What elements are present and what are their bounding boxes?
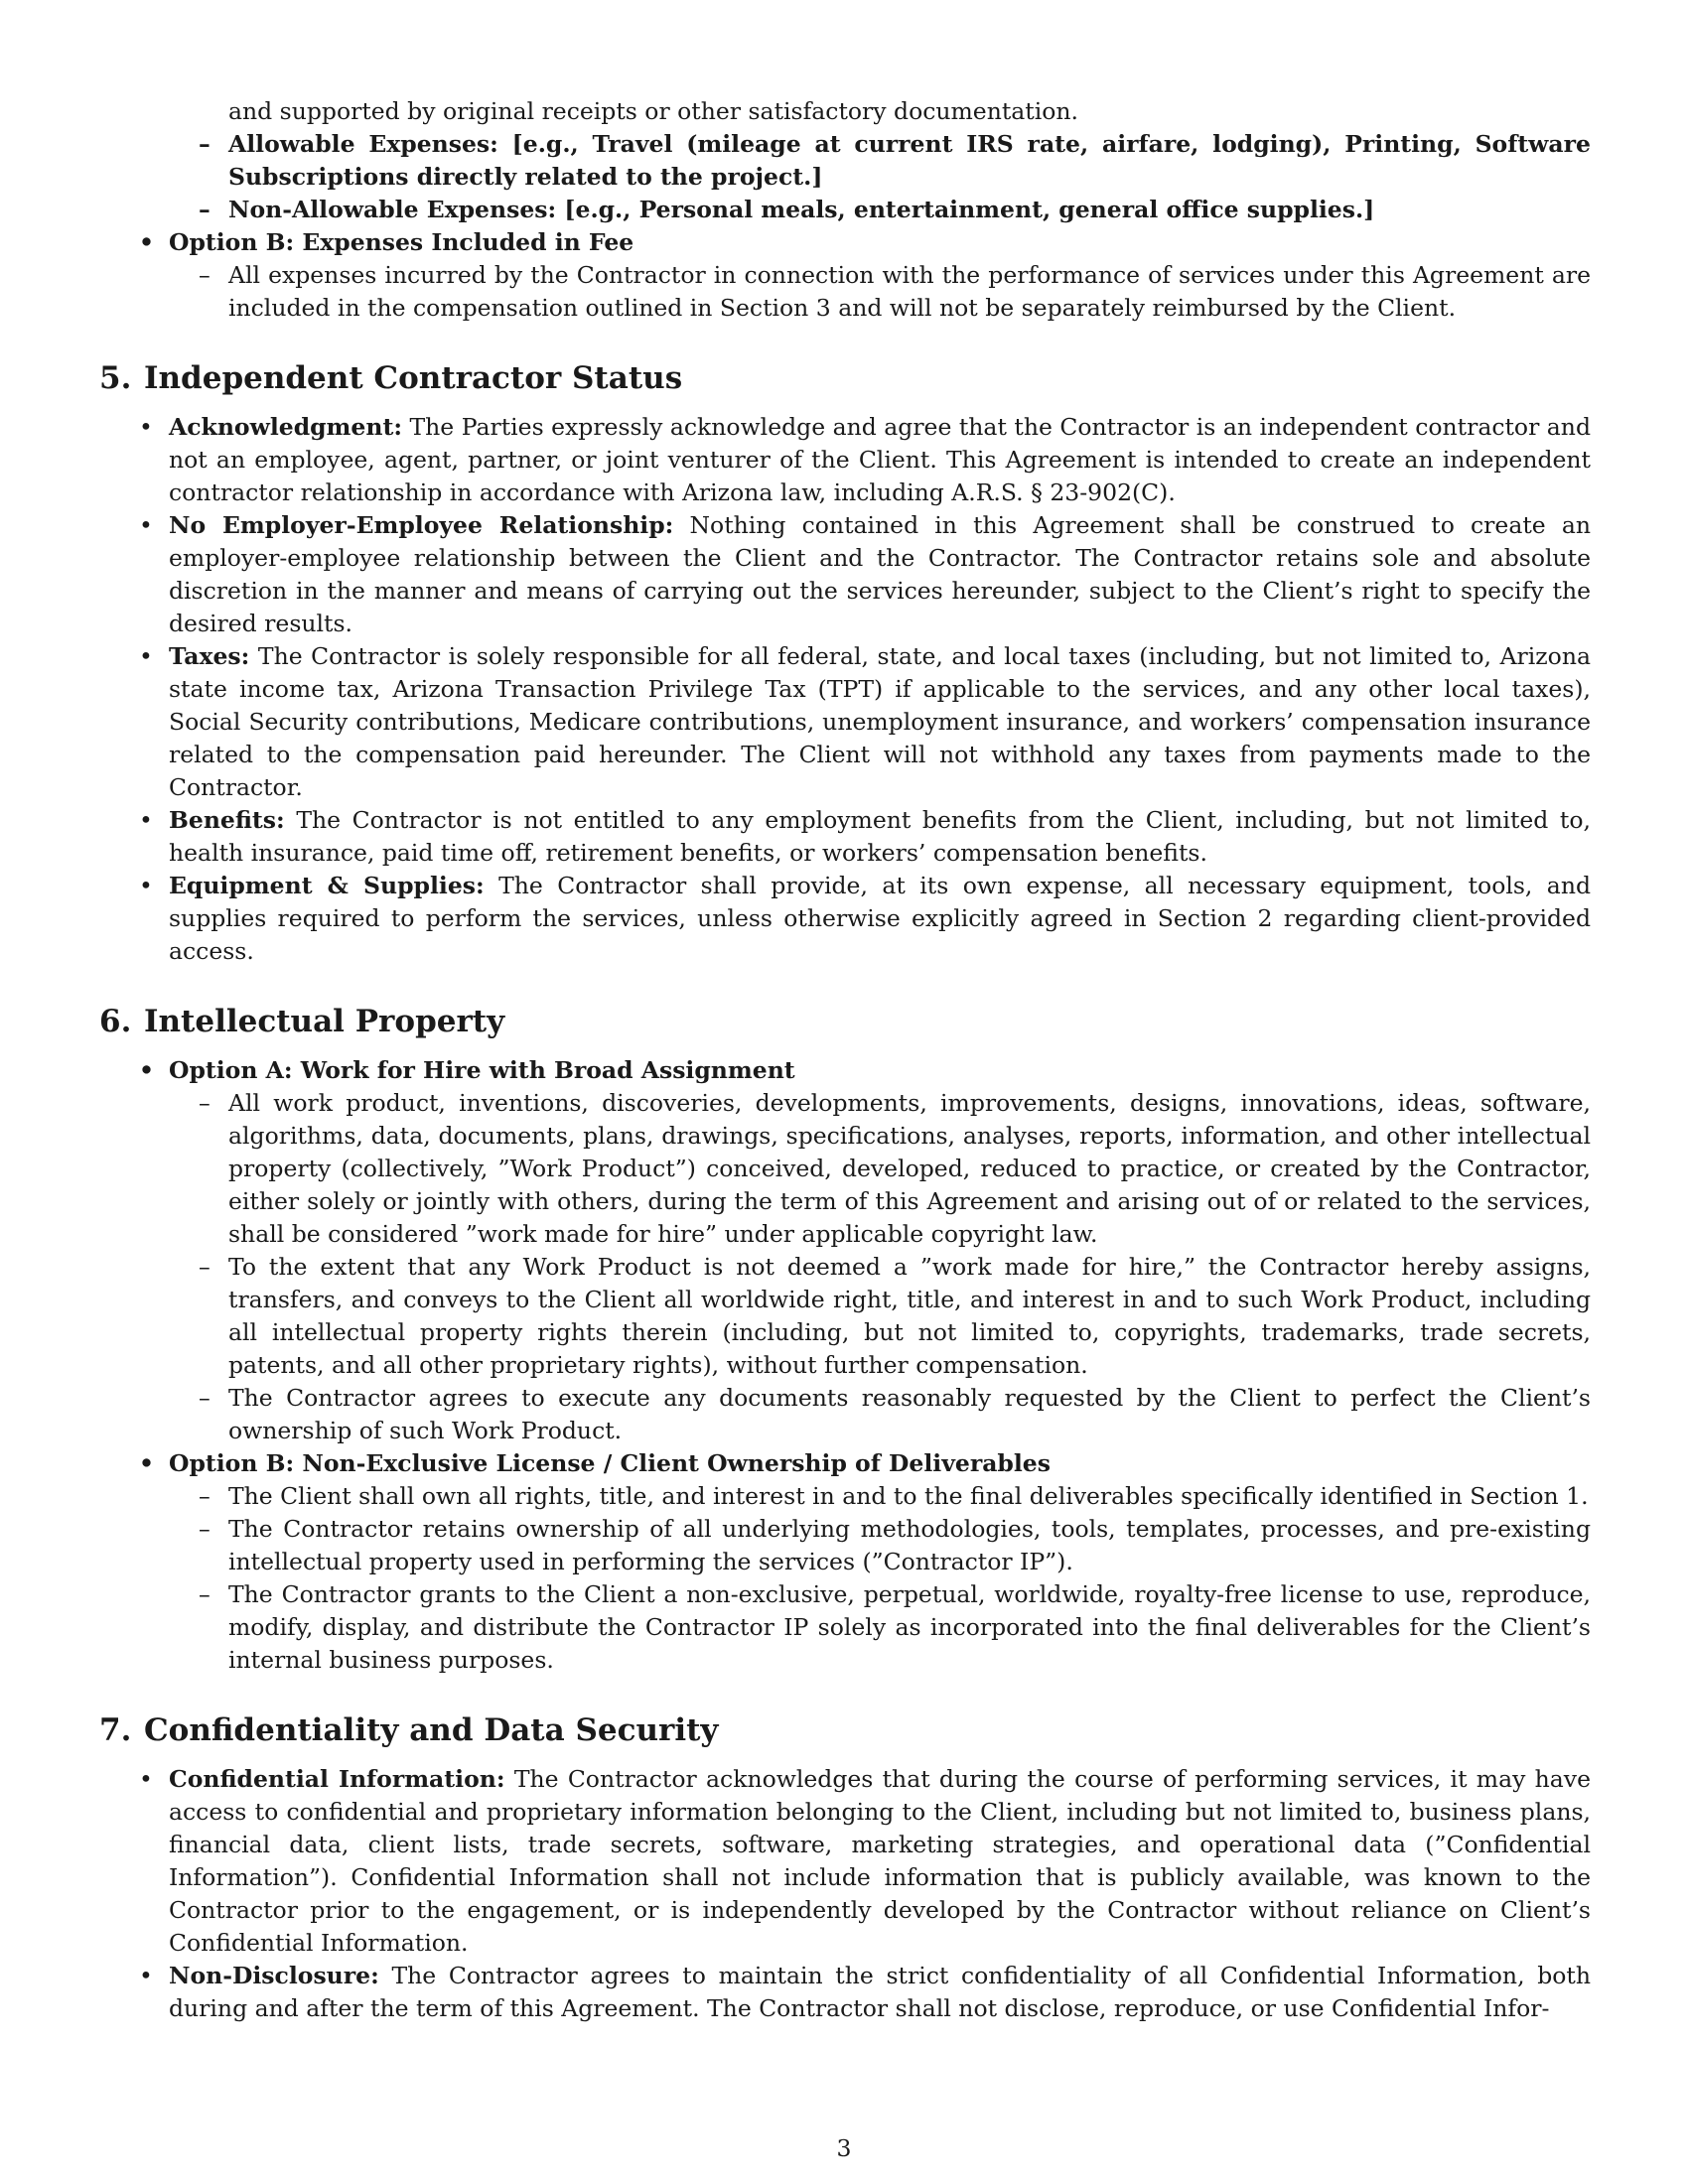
ip-option-a-item <box>99 1382 1591 1447</box>
section-5-title: Independent Contractor Status <box>144 360 683 396</box>
dash-marker: – <box>199 1253 211 1281</box>
section-7-item-non-disclosure <box>99 1960 1591 2025</box>
bullet-marker: • <box>139 1962 153 1989</box>
section-7-heading <box>99 1710 1591 1750</box>
dash-marker: – <box>199 1515 211 1543</box>
bullet-marker: • <box>139 1449 155 1477</box>
bullet-marker: • <box>139 511 153 539</box>
option-b-expenses-text: All expenses incurred by the Contractor in connection with the performance of services under this Agreement are included in the compensation outlined in Section 3 and will not be separately reimbursed by the Client. <box>228 261 1591 322</box>
allowable-expenses-text: [e.g., Travel (mileage at current IRS rate, airfare, lodging), Printing, Software Subscriptions directly related to the project.] <box>228 130 1591 191</box>
allowable-expenses-label: Allowable Expenses: <box>228 130 498 158</box>
dash-marker: – <box>199 1482 211 1510</box>
item-text: The Contractor agrees to execute any documents reasonably requested by the Client to perfect the Client’s ownership of such Work Product. <box>228 1384 1591 1444</box>
bullet-marker: • <box>139 228 155 256</box>
section-5-number: 5. <box>99 360 132 396</box>
section-7-title: Confidentiality and Data Security <box>144 1712 719 1748</box>
section-5-heading <box>99 358 1591 398</box>
item-text: The Client shall own all rights, title, and interest in and to the final deliverables specifically identified in Section 1. <box>228 1482 1589 1510</box>
item-text: The Contractor grants to the Client a non-exclusive, perpetual, worldwide, royalty-free license to use, reproduce, modify, display, and distribute the Contractor IP solely as incorporated into the final deliverables for the Client’s internal business purposes. <box>228 1580 1591 1674</box>
item-text: The Contractor retains ownership of all underlying methodologies, tools, templates, processes, and pre-existing intellectual property used in performing the services (”Contractor IP”). <box>228 1515 1591 1575</box>
ip-option-a-item <box>99 1251 1591 1382</box>
dash-marker: – <box>199 130 211 158</box>
section-5-item-equipment <box>99 870 1591 968</box>
section-6-heading <box>99 1002 1591 1041</box>
dash-marker: – <box>199 1384 211 1412</box>
item-text: The Contractor shall provide, at its own expense, all necessary equipment, tools, and supplies required to perform the services, unless otherwise explicitly agreed in Section 2 regarding client-provided access. <box>169 872 1591 965</box>
ip-option-a-heading <box>99 1054 1591 1087</box>
dash-marker: – <box>199 1089 211 1117</box>
item-label: Equipment & Supplies: <box>169 872 485 899</box>
dash-marker: – <box>199 196 211 223</box>
section-5-item-benefits <box>99 804 1591 870</box>
item-label: No Employer-Employee Relationship: <box>169 511 674 539</box>
item-text: All work product, inventions, discoveries, developments, improvements, designs, innovations, ideas, software, algorithms, data, documents, plans, drawings, specifications, analyses, reports, information, and other intellectual property (collectively, ”Work Product”) conceived, developed, reduced to practice, or created by the Contractor, either solely or jointly with others, during the term of this Agreement and arising out of or related to the services, shall be considered ”work made for hire” under applicable copyright law. <box>228 1089 1591 1248</box>
allowable-expenses-item <box>99 128 1591 194</box>
item-text: The Contractor is solely responsible for all federal, state, and local taxes (including, but not limited to, Arizona state income tax, Arizona Transaction Privilege Tax (TPT) if applicable to the services, and any other local taxes), Social Security contributions, Medicare contributions, unemployment insurance, and workers’ compensation insurance related to the compensation paid hereunder. The Client will not withhold any taxes from payments made to the Contractor. <box>169 642 1591 801</box>
section-5-item-no-employer-employee <box>99 509 1591 640</box>
bullet-marker: • <box>139 872 153 899</box>
item-text: The Parties expressly acknowledge and agree that the Contractor is an independent contractor and not an employee, agent, partner, or joint venturer of the Client. This Agreement is intended to create an independent contractor relationship in accordance with Arizona law, including A.R.S. § 23-902(C). <box>169 413 1591 506</box>
item-text: Nothing contained in this Agreement shall be construed to create an employer-employee relationship between the Client and the Contractor. The Contractor retains sole and absolute discretion in the manner and means of carrying out the services hereunder, subject to the Client’s right to specify the desired results. <box>169 511 1591 637</box>
bullet-marker: • <box>139 413 153 441</box>
ip-option-b-label: Option B: Non-Exclusive License / Client Ownership of Deliverables <box>169 1449 1051 1477</box>
ip-option-b-heading <box>99 1447 1591 1480</box>
section-6-title: Intellectual Property <box>144 1004 505 1039</box>
option-b-expenses-label: Option B: Expenses Included in Fee <box>169 228 634 256</box>
bullet-marker: • <box>139 642 153 670</box>
non-allowable-expenses-label: Non-Allowable Expenses: <box>228 196 557 223</box>
document-body <box>99 95 1591 2025</box>
continuation-text: and supported by original receipts or other satisfactory documentation. <box>228 97 1079 125</box>
item-label: Acknowledgment: <box>169 413 402 441</box>
item-text: The Contractor acknowledges that during the course of performing services, it may have access to confidential and proprietary information belonging to the Client, including but not limited to, business plans, financial data, client lists, trade secrets, software, marketing strategies, and operational data (”Confidential Information”). Confidential Information shall not include information that is publicly available, was known to the Contractor prior to the engagement, or is independently developed by the Contractor without reliance on Client’s Confidential Information. <box>169 1765 1591 1957</box>
item-text: The Contractor agrees to maintain the strict confidentiality of all Confidential Information, both during and after the term of this Agreement. The Contractor shall not disclose, reproduce, or use Confidential Infor- <box>169 1962 1591 2022</box>
item-text: To the extent that any Work Product is not deemed a ”work made for hire,” the Contractor hereby assigns, transfers, and conveys to the Client all worldwide right, title, and interest in and to such Work Product, including all intellectual property rights therein (including, but not limited to, copyrights, trademarks, trade secrets, patents, and all other proprietary rights), without further compensation. <box>228 1253 1591 1379</box>
bullet-marker: • <box>139 806 153 834</box>
section-5-item-acknowledgment <box>99 411 1591 509</box>
page-number: 3 <box>836 2134 852 2162</box>
ip-option-b-item <box>99 1480 1591 1513</box>
document-page <box>99 95 1591 2025</box>
option-b-expenses-heading <box>99 226 1591 259</box>
non-allowable-expenses-text: [e.g., Personal meals, entertainment, general office supplies.] <box>564 196 1375 223</box>
item-label: Benefits: <box>169 806 285 834</box>
ip-option-b-item <box>99 1578 1591 1677</box>
item-label: Non-Disclosure: <box>169 1962 379 1989</box>
non-allowable-expenses-item <box>99 194 1591 226</box>
section-7-item-confidential-information <box>99 1763 1591 1960</box>
item-label: Taxes: <box>169 642 250 670</box>
option-b-expenses-text-item <box>99 259 1591 325</box>
ip-option-a-item <box>99 1087 1591 1251</box>
ip-option-a-label: Option A: Work for Hire with Broad Assignment <box>169 1056 795 1084</box>
dash-marker: – <box>199 261 211 289</box>
item-text: The Contractor is not entitled to any employment benefits from the Client, including, but not limited to, health insurance, paid time off, retirement benefits, or workers’ compensation benefits. <box>169 806 1591 867</box>
section-6-number: 6. <box>99 1004 132 1039</box>
bullet-marker: • <box>139 1765 153 1793</box>
section-7-number: 7. <box>99 1712 132 1748</box>
dash-marker: – <box>199 1580 211 1608</box>
ip-option-b-item <box>99 1513 1591 1578</box>
bullet-marker: • <box>139 1056 155 1084</box>
section-5-item-taxes <box>99 640 1591 804</box>
item-label: Confidential Information: <box>169 1765 505 1793</box>
